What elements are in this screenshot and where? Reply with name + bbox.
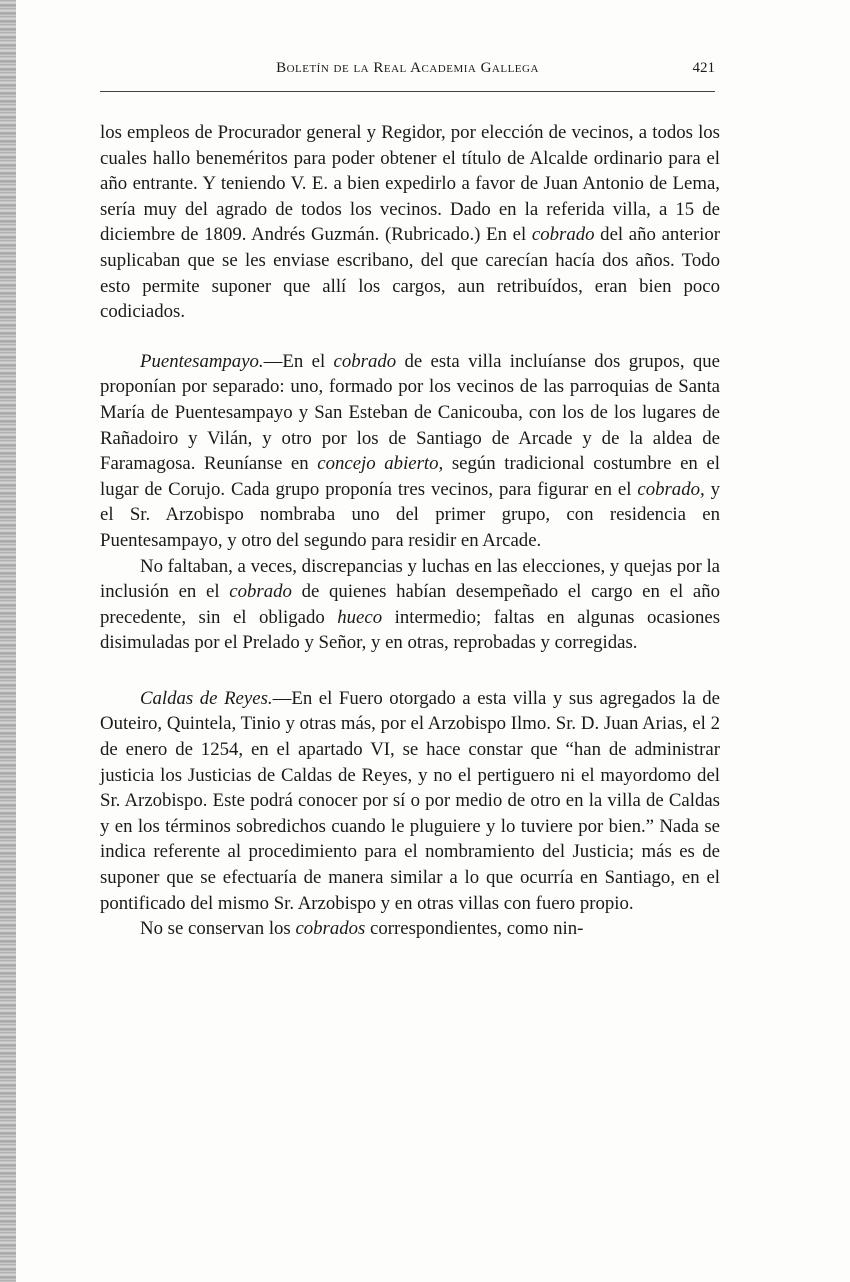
p2-it3: cobrado, [637, 478, 705, 500]
p2-t4: y el Sr. Arzobispo nombraba uno del primer grupo, con residencia en Puentesampayo, y otro del segundo para residir en Arcade. [100, 478, 720, 551]
page-number: 421 [692, 60, 715, 76]
p3-t1: No faltaban, a veces, discrepancias y luchas en las elecciones, y quejas por la inclusión en el [100, 555, 720, 603]
p2-it1: cobrado [333, 350, 397, 372]
p1-text: los empleos de Procurador general y Regidor, por elección de vecinos, a todos los cuales hallo beneméritos para poder obtener el título de Alcalde ordinario para el año entrante. Y teniendo V. E. a bien expedirlo a favor de Juan Antonio de Lema, sería muy del agrado de todos los vecinos. Dado en la referida villa, a 15 de diciembre de 1809. Andrés Guzmán. (Rubricado.) En el [100, 122, 720, 246]
scan-binding-edge [0, 0, 16, 1282]
p2-t3: según tradicional costumbre en el lugar de Corujo. Cada grupo proponía tres vecinos, para figurar en el [100, 453, 720, 500]
paragraph-caldas [100, 686, 720, 916]
p5-t1: No se conservan los [140, 918, 296, 940]
p2-t2: de esta villa incluíanse dos grupos, que proponían por separado: uno, formado por los vecinos de las parroquias de Santa María de Puentesampayo y San Esteban de Canicouba, con los de los lugares de Rañadoiro y Vilán, y otro por los de Santiago de Arcade y de la aldea de Faramagosa. Reuníanse en [100, 350, 720, 475]
paragraph-1 [100, 120, 720, 325]
p3-t2: de quienes habían desempeñado el cargo en el año precedente, sin el obligado [100, 581, 720, 628]
p2-it2: concejo abierto, [317, 453, 444, 475]
p5-it1: cobrados [295, 918, 366, 940]
body-text [100, 120, 720, 942]
header-rule [100, 91, 715, 92]
p3-it1: cobrado [229, 581, 292, 603]
paragraph-3 [100, 554, 720, 656]
section-heading-caldas: Caldas de Reyes. [140, 687, 273, 709]
paragraph-5 [100, 916, 720, 942]
p3-it2: hueco [337, 606, 383, 628]
section-heading-puentesampayo: Puentesampayo. [140, 350, 264, 372]
paragraph-puentesampayo [100, 349, 720, 554]
running-header [100, 60, 715, 84]
header-title: Boletín de la Real Academia Gallega [276, 60, 539, 76]
p2-t1: —En el [263, 350, 334, 372]
p3-t3: intermedio; faltas en algunas ocasiones disimuladas por el Prelado y Señor, y en otras, reprobadas y corregidas. [100, 606, 721, 654]
p1-after: del año anterior suplicaban que se les enviase escribano, del que carecían hacía dos años. Todo esto permite suponer que allí los cargos, aun retribuídos, eran bien poco codiciados. [100, 224, 720, 323]
p1-italic: cobrado [531, 224, 595, 246]
p4-t1: —En el Fuero otorgado a esta villa y sus agregados la de Outeiro, Quintela, Tinio y otras más, por el Arzobispo Ilmo. Sr. D. Juan Arias, el 2 de enero de 1254, en el apartado VI, se hace constar que “han de administrar justicia los Justicias de Caldas de Reyes, y no el pertiguero ni el mayordomo del Sr. Arzobispo. Este podrá conocer por sí o por medio de otro en la villa de Caldas y en los términos sobredichos cuando le pluguiere y lo tuviere por bien.” Nada se indica referente al procedimiento para el nombramiento del Justicia; más es de suponer que se efectuaría de manera similar a lo que ocurría en Santiago, en el pontificado del mismo Sr. Arzobispo y en otras villas con fuero propio. [100, 687, 720, 914]
p5-t2: correspondientes, como nin- [365, 918, 584, 940]
